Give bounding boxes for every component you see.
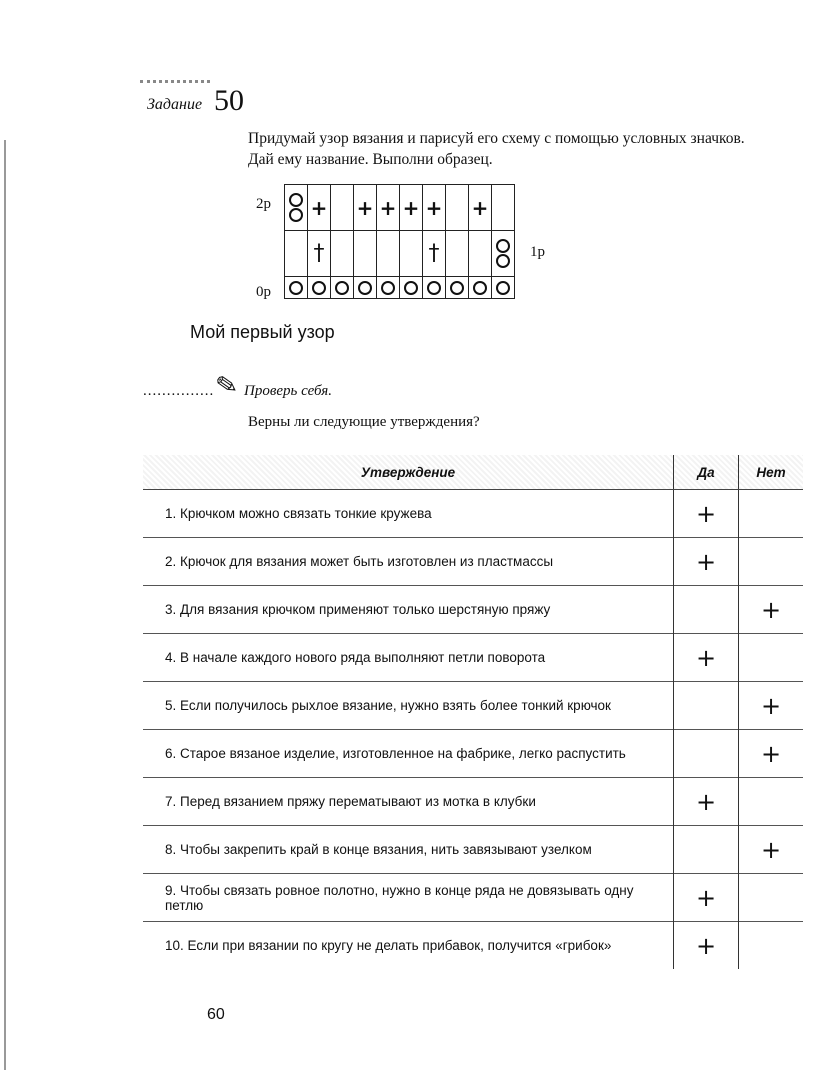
scheme-cell (446, 277, 469, 299)
table-row (143, 586, 803, 634)
scheme-cell (377, 277, 400, 299)
chain-stitch-icon (289, 208, 303, 222)
single-crochet-icon: + (402, 195, 420, 220)
pencil-icon: ✎ (213, 369, 241, 403)
row-label-0: 0р (256, 284, 271, 300)
chain-stitch-icon (404, 281, 418, 295)
answer-no[interactable] (739, 490, 804, 538)
header-no: Нет (739, 455, 804, 490)
single-crochet-icon: + (471, 195, 489, 220)
scheme-cell (285, 185, 308, 231)
single-crochet-icon: + (425, 195, 443, 220)
answer-no[interactable] (739, 538, 804, 586)
scheme-row-2 (285, 185, 515, 231)
page-number: 60 (207, 1006, 225, 1023)
chain-stitch-icon (496, 281, 510, 295)
pattern-name: Мой первый узор (190, 322, 335, 342)
statement-text: 9. Чтобы связать ровное полотно, нужно в конце ряда не довязывать одну петлю (143, 874, 674, 922)
question: Верны ли следующие утверждения? (248, 414, 480, 430)
scheme-cell (446, 185, 469, 231)
instruction (248, 128, 818, 170)
statement-text: 3. Для вязания крючком применяют только шерстяную пряжу (143, 586, 674, 634)
table-row (143, 682, 803, 730)
table-row (143, 826, 803, 874)
table-row (143, 490, 803, 538)
statement-text: 7. Перед вязанием пряжу перематывают из мотка в клубки (143, 778, 674, 826)
chain-stitch-icon (289, 193, 303, 207)
statement-text: 6. Старое вязаное изделие, изготовленное на фабрике, легко распустить (143, 730, 674, 778)
scan-edge (4, 140, 6, 1070)
answer-yes[interactable]: + (674, 922, 739, 970)
task-label: Задание (147, 96, 203, 113)
task-number: 50 (214, 84, 244, 117)
answer-no[interactable]: + (739, 682, 804, 730)
scheme-cell (492, 231, 515, 277)
single-crochet-icon: + (356, 195, 374, 220)
scheme-cell (492, 277, 515, 299)
scheme-cell (354, 277, 377, 299)
row-label-1: 1р (530, 244, 545, 260)
statements-table (143, 455, 803, 969)
row-label-2: 2р (256, 196, 271, 212)
table-row (143, 634, 803, 682)
knitting-scheme (284, 184, 515, 299)
scheme-cell (285, 277, 308, 299)
table-row (143, 538, 803, 586)
chain-stitch-icon (473, 281, 487, 295)
chain-stitch-icon (496, 254, 510, 268)
chain-stitch-icon (335, 281, 349, 295)
self-check-label: Проверь себя. (244, 383, 332, 399)
chain-stitch-icon (427, 281, 441, 295)
header-yes: Да (674, 455, 739, 490)
scheme-cell (469, 277, 492, 299)
double-crochet-icon: † (428, 241, 440, 266)
scheme-row-0 (285, 277, 515, 299)
self-check (143, 369, 332, 403)
scheme-cell (354, 185, 377, 231)
single-crochet-icon: + (310, 195, 328, 220)
statement-text: 1. Крючком можно связать тонкие кружева (143, 490, 674, 538)
table-row (143, 922, 803, 970)
scheme-cell (423, 277, 446, 299)
answer-yes[interactable]: + (674, 634, 739, 682)
statement-text: 2. Крючок для вязания может быть изготовлен из пластмассы (143, 538, 674, 586)
answer-yes[interactable]: + (674, 538, 739, 586)
answer-yes[interactable] (674, 730, 739, 778)
answer-yes[interactable] (674, 826, 739, 874)
statement-text: 5. Если получилось рыхлое вязание, нужно взять более тонкий крючок (143, 682, 674, 730)
scheme-cell (400, 231, 423, 277)
single-crochet-icon: + (379, 195, 397, 220)
scheme-cell (285, 231, 308, 277)
answer-no[interactable]: + (739, 826, 804, 874)
instruction-line: Придумай узор вязания и парисуй его схему с помощью условных значков. (248, 130, 745, 147)
scheme-cell (331, 231, 354, 277)
answer-yes[interactable] (674, 586, 739, 634)
dots: ............... (143, 383, 215, 399)
scheme-cell (492, 185, 515, 231)
scheme-cell (354, 231, 377, 277)
scheme-cell (331, 277, 354, 299)
answer-no[interactable] (739, 778, 804, 826)
answer-yes[interactable] (674, 682, 739, 730)
answer-yes[interactable]: + (674, 490, 739, 538)
answer-yes[interactable]: + (674, 778, 739, 826)
chain-stitch-icon (358, 281, 372, 295)
header-decoration (140, 80, 210, 91)
chain-stitch-icon (312, 281, 326, 295)
scheme-cell (308, 277, 331, 299)
statement-text: 8. Чтобы закрепить край в конце вязания, нить завязывают узелком (143, 826, 674, 874)
answer-no[interactable] (739, 634, 804, 682)
scheme-cell (446, 231, 469, 277)
answer-yes[interactable]: + (674, 874, 739, 922)
answer-no[interactable]: + (739, 730, 804, 778)
table-row (143, 778, 803, 826)
scheme-cell (469, 185, 492, 231)
statement-text: 10. Если при вязании по кругу не делать прибавок, получится «грибок» (143, 922, 674, 970)
answer-no[interactable] (739, 922, 804, 970)
scheme-cell (308, 185, 331, 231)
answer-no[interactable]: + (739, 586, 804, 634)
chain-stitch-icon (496, 239, 510, 253)
scheme-row-1 (285, 231, 515, 277)
scheme-cell (331, 185, 354, 231)
scheme-cell (423, 231, 446, 277)
scheme-cell (308, 231, 331, 277)
scheme-cell (423, 185, 446, 231)
scheme-cell (469, 231, 492, 277)
instruction-line: Дай ему название. Выполни образец. (248, 151, 493, 168)
chain-stitch-icon (450, 281, 464, 295)
double-crochet-icon: † (313, 241, 325, 266)
table-row (143, 874, 803, 922)
scheme-cell (400, 277, 423, 299)
scheme-cell (377, 231, 400, 277)
statement-text: 4. В начале каждого нового ряда выполняют петли поворота (143, 634, 674, 682)
answer-no[interactable] (739, 874, 804, 922)
chain-stitch-icon (381, 281, 395, 295)
table-row (143, 730, 803, 778)
header-statement: Утверждение (143, 455, 674, 490)
scheme-cell (400, 185, 423, 231)
scheme-cell (377, 185, 400, 231)
chain-stitch-icon (289, 281, 303, 295)
